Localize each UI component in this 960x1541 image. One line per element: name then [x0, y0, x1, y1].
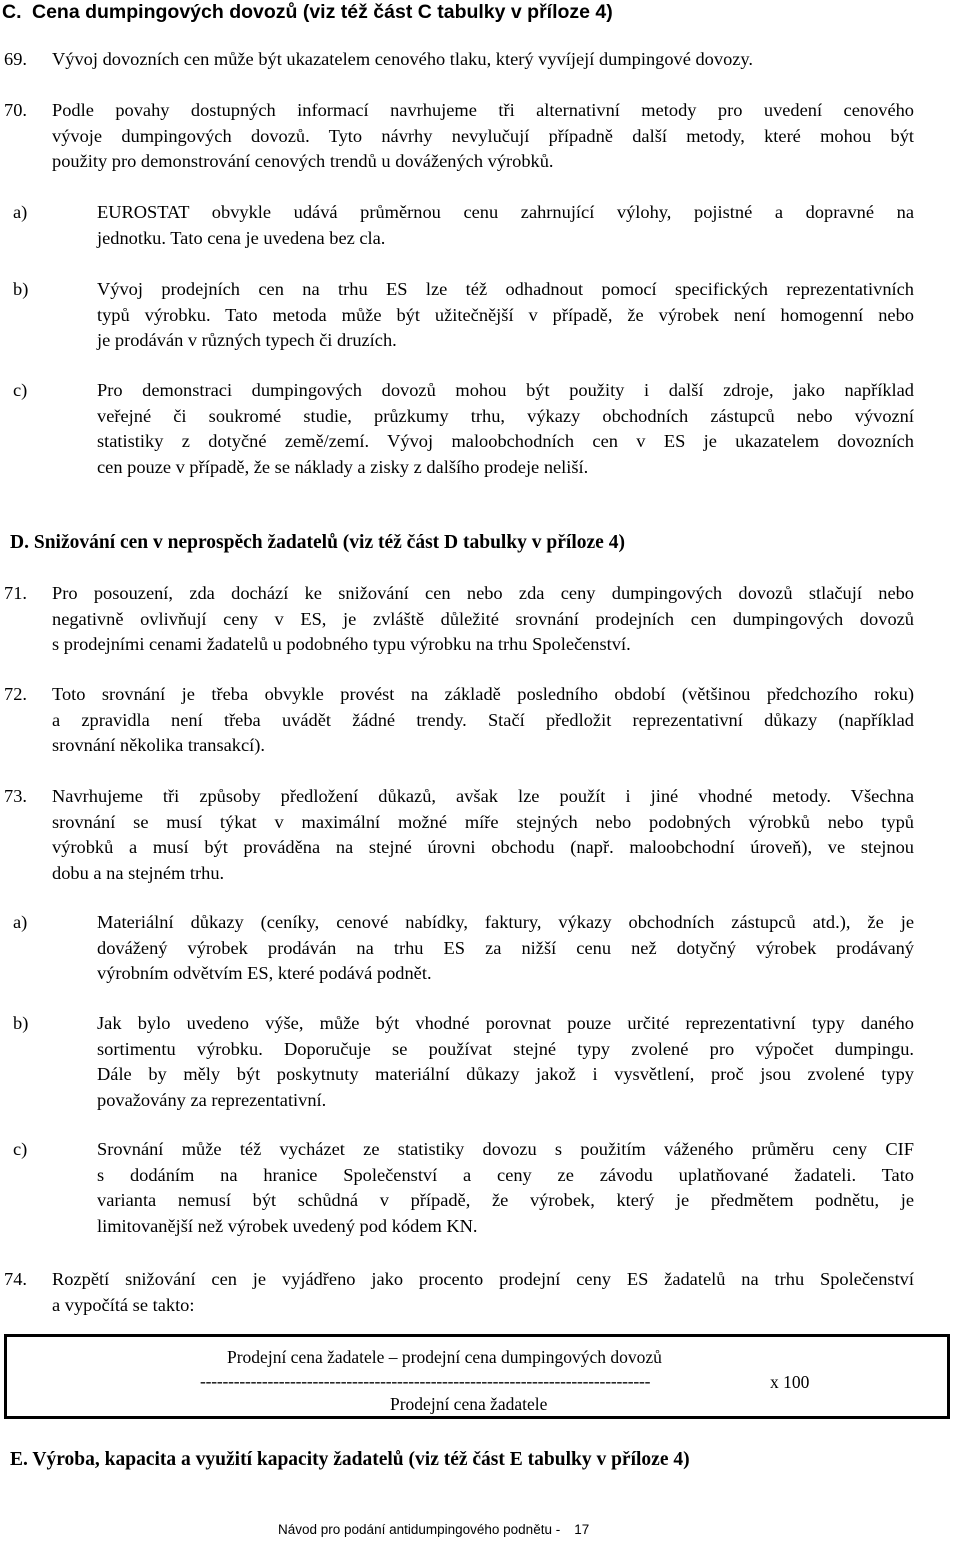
list-item-70b: [13, 277, 914, 354]
item-label: c): [13, 380, 28, 400]
text-line: srovnání několika transakcí).: [52, 735, 265, 756]
text-line: typů výrobku. Tato metoda může být užitečnější v případě, že výrobek není homogenní nebo: [97, 304, 914, 325]
paragraph-73: [4, 784, 914, 887]
text-line: Pro demonstraci dumpingových dovozů mohou být použity i další zdroje, jako například: [97, 380, 914, 400]
text-line: Jak bylo uvedeno výše, může být vhodné porovnat pouze určité reprezentativní typy daného: [97, 1013, 914, 1033]
text-line: s prodejními cenami žadatelů u podobného typu výrobku na trhu Společenství.: [52, 634, 631, 655]
text-line: výrobků a musí být prováděna na stejné úrovni obchodu (např. maloobchodní úroveň), ve stejnou: [52, 837, 914, 858]
section-label: E.: [10, 1449, 28, 1470]
paragraph-70: [4, 98, 914, 175]
section-c-heading: [2, 1, 613, 24]
text-line: a vypočítá se takto:: [52, 1294, 195, 1315]
section-e-heading: [10, 1449, 690, 1471]
paragraph-number: 73.: [4, 786, 27, 806]
formula-denominator: Prodejní cena žadatele: [390, 1394, 548, 1414]
text-line: Pro posouzení, zda dochází ke snižování cen nebo zda ceny dumpingových dovozů stlačují nebo: [52, 583, 914, 603]
text-line: dovážený výrobek prodáván na trhu ES za nižší cenu než dotyčný výrobek prodávaný: [97, 937, 914, 958]
footer-text: Návod pro podání antidumpingového podnětu -: [278, 1522, 561, 1537]
text-line: Srovnání může též vycházet ze statistiky dovozu s použitím váženého průměru ceny CIF: [97, 1139, 914, 1159]
text-line: je prodáván v různých typech či druzích.: [97, 330, 397, 351]
item-label: b): [13, 1013, 29, 1033]
text-line: vývoje dumpingových dovozů. Tyto návrhy nevylučují případně další metody, které mohou být: [52, 125, 914, 146]
paragraph-number: 72.: [4, 684, 27, 704]
text-line: negativně ovlivňují ceny v ES, je zvláště důležité srovnání prodejních cen dumpingových dovozů: [52, 608, 914, 629]
section-title: Cena dumpingových dovozů (viz též část C tabulky v příloze 4): [32, 1, 613, 23]
page-footer: [278, 1522, 589, 1537]
text-line: použity pro demonstrování cenových trendů u dovážených výrobků.: [52, 151, 554, 172]
formula-multiplier: x 100: [770, 1372, 810, 1392]
text-line: Materiální důkazy (ceníky, cenové nabídky, faktury, výkazy obchodních zástupců atd.), že je: [97, 912, 914, 932]
page-number: 17: [574, 1522, 590, 1537]
list-item-73a: [13, 910, 914, 987]
list-item-70c: [13, 378, 914, 481]
text-line: Vývoj prodejních cen na trhu ES lze též odhadnout pomocí specifických reprezentativních: [97, 279, 914, 299]
paragraph-number: 69.: [4, 49, 27, 69]
section-d-heading: [10, 532, 625, 554]
paragraph-69: [4, 47, 914, 73]
paragraph-number: 74.: [4, 1269, 27, 1289]
text-line: Navrhujeme tři způsoby předložení důkazů, avšak lze použít i jiné vhodné metody. Všechna: [52, 786, 914, 806]
text-line: srovnání se musí týkat v maximální možné míře stejných nebo podobných výrobků nebo typů: [52, 811, 914, 832]
text-line: Podle povahy dostupných informací navrhujeme tři alternativní metody pro uvedení cenového: [52, 100, 914, 120]
text-line: Dále by měly být poskytnuty materiální důkazy jakož i vysvětlení, proč jsou zvolené typy: [97, 1064, 914, 1085]
text-line: limitovanější než výrobek uvedený pod kódem KN.: [97, 1216, 478, 1237]
text-line: varianta nemusí být schůdná v případě, že výrobek, který je předmětem podnětu, je: [97, 1190, 914, 1211]
text-line: výrobním odvětvím ES, které podává podnět.: [97, 963, 432, 984]
text-line: Vývoj dovozních cen může být ukazatelem cenového tlaku, který vyvíjejí dumpingové dovozy.: [52, 49, 754, 69]
paragraph-number: 71.: [4, 583, 27, 603]
text-line: s dodáním na hranice Společenství a ceny ze závodu uplatňované žadateli. Tato: [97, 1164, 914, 1185]
paragraph-72: [4, 682, 914, 759]
item-label: a): [13, 202, 28, 222]
list-item-70a: [13, 200, 914, 251]
text-line: EUROSTAT obvykle udává průměrnou cenu zahrnující výlohy, pojistné a dopravné na: [97, 202, 914, 222]
text-line: a zpravidla není třeba uvádět žádné trendy. Stačí předložit reprezentativní důkazy (například: [52, 709, 914, 730]
text-line: Toto srovnání je třeba obvykle provést na základě posledního období (většinou předchozího roku): [52, 684, 914, 704]
list-item-73b: [13, 1011, 914, 1114]
paragraph-number: 70.: [4, 100, 27, 120]
formula-numerator: Prodejní cena žadatele – prodejní cena dumpingových dovozů: [227, 1347, 662, 1367]
text-line: veřejné či soukromé studie, průzkumy trhu, výkazy obchodních zástupců nebo vývozní: [97, 405, 914, 426]
text-line: považovány za reprezentativní.: [97, 1090, 327, 1111]
item-label: a): [13, 912, 28, 932]
text-line: statistiky z dotyčné země/zemí. Vývoj maloobchodních cen v ES je ukazatelem dovozních: [97, 431, 914, 452]
item-label: b): [13, 279, 29, 299]
text-line: Rozpětí snižování cen je vyjádřeno jako procento prodejní ceny ES žadatelů na trhu Společenství: [52, 1269, 914, 1289]
text-line: cen pouze v případě, že se náklady a zisky z dalšího prodeje neliší.: [97, 457, 589, 478]
text-line: jednotku. Tato cena je uvedena bez cla.: [97, 227, 386, 248]
section-title: Snižování cen v neprospěch žadatelů (viz též část D tabulky v příloze 4): [33, 532, 625, 553]
formula-divider: --------------------------------------------------------------------------------: [200, 1371, 651, 1391]
list-item-73c: [13, 1137, 914, 1240]
section-label: C.: [2, 1, 22, 23]
paragraph-74: [4, 1267, 914, 1318]
section-title: Výroba, kapacita a využití kapacity žadatelů (viz též část E tabulky v příloze 4): [32, 1449, 690, 1470]
text-line: dobu a na stejném trhu.: [52, 863, 225, 884]
item-label: c): [13, 1139, 28, 1159]
section-label: D.: [10, 532, 29, 553]
paragraph-71: [4, 581, 914, 658]
text-line: sortimentu výrobku. Doporučuje se používat stejné typy zvolené pro výpočet dumpingu.: [97, 1038, 914, 1059]
